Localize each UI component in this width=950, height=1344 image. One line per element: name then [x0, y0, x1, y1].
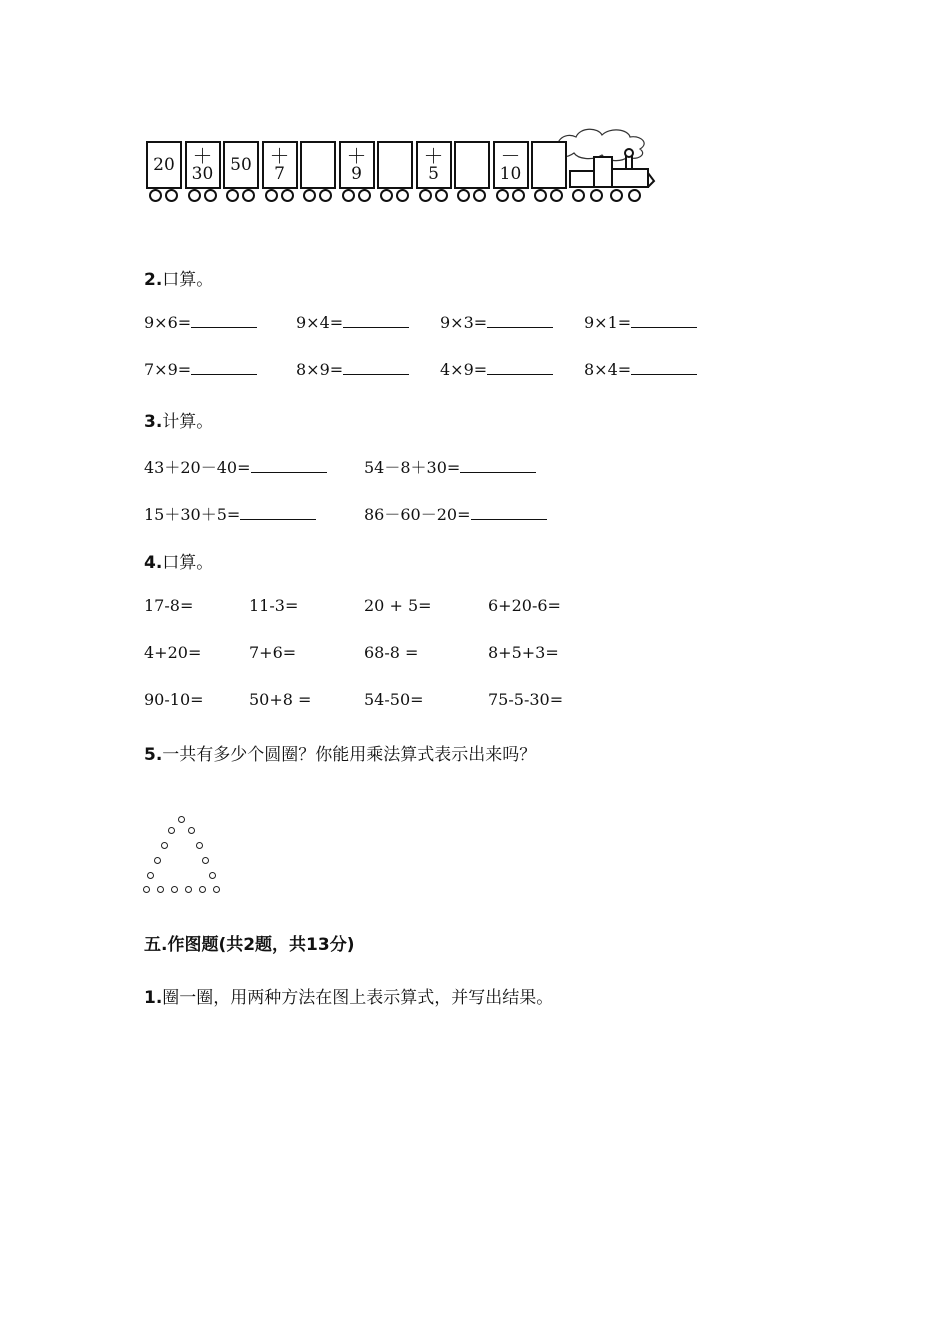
q4-expr: 50+8 =: [249, 690, 312, 709]
q4-expr: 54-50=: [364, 690, 424, 709]
q3-item: [364, 455, 536, 478]
train-wheel: [435, 189, 448, 202]
train-car: [339, 141, 375, 189]
answer-blank[interactable]: [251, 458, 327, 473]
answer-blank[interactable]: [191, 313, 257, 328]
train-wheel: [265, 189, 278, 202]
q3-expr: 54－8＋30=: [364, 458, 461, 477]
q4-expr: 6+20-6=: [488, 596, 561, 615]
train-wheel: [358, 189, 371, 202]
train-car-operator: ＋: [192, 144, 213, 168]
train-car: [146, 141, 182, 189]
circle-ring: [213, 886, 220, 893]
train-wheel: [496, 189, 509, 202]
train-car: [531, 141, 567, 189]
s5q1-number: 1.: [144, 988, 163, 1008]
train-wheel: [165, 189, 178, 202]
answer-blank[interactable]: [191, 360, 257, 375]
q3-title: [144, 407, 213, 432]
circle-ring: [161, 842, 168, 849]
q2-expr: 9×6=: [144, 313, 192, 332]
q2-item: [296, 313, 409, 332]
q3-expr: 15＋30＋5=: [144, 505, 241, 524]
q3-item: [144, 455, 327, 478]
q4-expr: 4+20=: [144, 643, 202, 662]
answer-blank[interactable]: [460, 458, 536, 473]
circle-ring: [154, 857, 161, 864]
q5-title-text: 一共有多少个圆圈？你能用乘法算式表示出来吗？: [162, 745, 537, 765]
train-wheel: [473, 189, 486, 202]
circle-ring: [171, 886, 178, 893]
train-wheel: [534, 189, 547, 202]
train-car-operator: ＋: [423, 144, 444, 168]
section-title: 五.作图题(共2题，共13分): [144, 935, 355, 955]
train-car-number: 9: [351, 164, 362, 184]
q4-title-text: 口算。: [162, 553, 214, 573]
q2-title: [144, 265, 213, 290]
circle-ring: [157, 886, 164, 893]
q4-expr: 17-8=: [144, 596, 194, 615]
train-wheel: [319, 189, 332, 202]
train-car: [493, 141, 529, 189]
answer-blank[interactable]: [471, 505, 547, 520]
answer-blank[interactable]: [487, 313, 553, 328]
train-car: [416, 141, 452, 189]
q2-expr: 8×4=: [584, 360, 632, 379]
circle-ring: [199, 886, 206, 893]
train-car-operator: ＋: [269, 144, 290, 168]
q2-item: [440, 313, 553, 332]
answer-blank[interactable]: [487, 360, 553, 375]
engine-wheel: [628, 189, 641, 202]
q4-expr: 75-5-30=: [488, 690, 564, 709]
train-wheel: [149, 189, 162, 202]
q2-expr: 8×9=: [296, 360, 344, 379]
q2-item: [584, 360, 697, 379]
circle-ring: [168, 827, 175, 834]
train-wheel: [457, 189, 470, 202]
train-wheel: [396, 189, 409, 202]
circle-ring: [178, 816, 185, 823]
train-car-operator: ＋: [346, 144, 367, 168]
circle-ring: [188, 827, 195, 834]
q2-item: [296, 360, 409, 379]
train-car: [454, 141, 490, 189]
train-car: [300, 141, 336, 189]
q3-number: 3.: [144, 412, 163, 432]
q4-expr: 90-10=: [144, 690, 204, 709]
train-wheel: [188, 189, 201, 202]
train-car-number: 5: [428, 164, 439, 184]
circle-triangle-figure: [140, 810, 230, 900]
q2-expr: 9×4=: [296, 313, 344, 332]
circle-ring: [196, 842, 203, 849]
train-car: [377, 141, 413, 189]
train-car-number: 10: [499, 164, 522, 184]
train-wheel: [512, 189, 525, 202]
train-car-number: 20: [153, 155, 175, 175]
q4-title: [144, 548, 213, 573]
train-wheel: [281, 189, 294, 202]
q2-item: [440, 360, 553, 379]
train-car-number: 30: [191, 164, 214, 184]
q2-number: 2.: [144, 270, 163, 290]
q2-expr: 9×1=: [584, 313, 632, 332]
engine-wheel: [610, 189, 623, 202]
train-car-operator: －: [500, 144, 521, 168]
train-wheel: [226, 189, 239, 202]
q3-expr: 43＋20－40=: [144, 458, 251, 477]
train-wheel: [342, 189, 355, 202]
train-figure: [140, 125, 660, 205]
train-car: [185, 141, 221, 189]
q4-expr: 68-8 =: [364, 643, 419, 662]
train-wheel: [380, 189, 393, 202]
circle-ring: [185, 886, 192, 893]
train-car-number: 7: [274, 164, 285, 184]
q5-title: [144, 740, 536, 765]
train-wheel: [550, 189, 563, 202]
q2-item: [144, 360, 257, 379]
q2-item: [144, 313, 257, 332]
q2-expr: 4×9=: [440, 360, 488, 379]
q3-expr: 86－60－20=: [364, 505, 471, 524]
train-car: [223, 141, 259, 189]
circle-ring: [202, 857, 209, 864]
q3-item: [364, 502, 547, 525]
q2-item: [584, 313, 697, 332]
answer-blank[interactable]: [343, 313, 409, 328]
q2-expr: 7×9=: [144, 360, 192, 379]
circle-ring: [143, 886, 150, 893]
answer-blank[interactable]: [631, 360, 697, 375]
q4-expr: 7+6=: [249, 643, 297, 662]
q3-item: [144, 502, 316, 525]
train-wheel: [242, 189, 255, 202]
train-wheel: [204, 189, 217, 202]
engine-wheel: [572, 189, 585, 202]
train-car-number: 50: [230, 155, 252, 175]
answer-blank[interactable]: [631, 313, 697, 328]
answer-blank[interactable]: [240, 505, 316, 520]
train-car: [262, 141, 298, 189]
q2-expr: 9×3=: [440, 313, 488, 332]
circle-ring: [147, 872, 154, 879]
q2-title-text: 口算。: [162, 270, 214, 290]
circle-ring: [209, 872, 216, 879]
q3-title-text: 计算。: [162, 412, 214, 432]
answer-blank[interactable]: [343, 360, 409, 375]
q4-number: 4.: [144, 553, 163, 573]
q5-number: 5.: [144, 745, 163, 765]
q4-expr: 20 + 5=: [364, 596, 432, 615]
train-wheel: [419, 189, 432, 202]
engine-wheel: [590, 189, 603, 202]
q4-expr: 11-3=: [249, 596, 299, 615]
q4-expr: 8+5+3=: [488, 643, 559, 662]
s5q1-title: [144, 983, 553, 1008]
s5q1-title-text: 圈一圈，用两种方法在图上表示算式，并写出结果。: [162, 988, 554, 1008]
train-wheel: [303, 189, 316, 202]
